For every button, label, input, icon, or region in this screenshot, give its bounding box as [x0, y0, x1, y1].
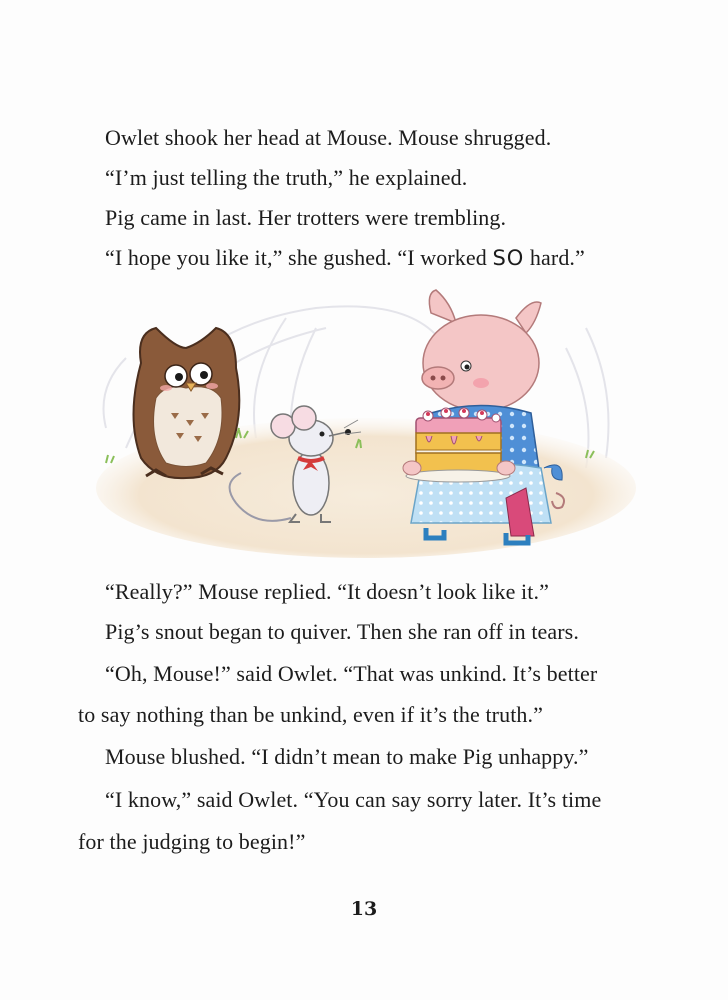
text-line-5: “Really?” Mouse replied. “It doesn’t look like it.”: [105, 579, 549, 604]
text-line-10: “I know,” said Owlet. “You can say sorry later. It’s time: [105, 787, 602, 812]
text-line-7: “Oh, Mouse!” said Owlet. “That was unkind. It’s better: [105, 661, 598, 686]
text-line-6: Pig’s snout began to quiver. Then she ran off in tears.: [105, 619, 579, 644]
text-line-9: Mouse blushed. “I didn’t mean to make Pig unhappy.”: [105, 744, 589, 769]
page-number: 13: [350, 898, 378, 920]
text-line-1: Owlet shook her head at Mouse. Mouse shrugged.: [105, 125, 552, 150]
emphasis-so: SO: [492, 246, 525, 270]
text-line-4-after: hard.”: [524, 245, 585, 270]
text-line-3: Pig came in last. Her trotters were trembling.: [105, 205, 507, 230]
owl-icon: [134, 328, 240, 478]
text-line-8: to say nothing than be unkind, even if it’s the truth.”: [78, 702, 543, 727]
text-line-2: “I’m just telling the truth,” he explained.: [105, 165, 468, 190]
text-line-4-before: “I hope you like it,” she gushed. “I worked: [105, 245, 493, 270]
text-line-4: [105, 244, 585, 272]
cake-icon: [403, 408, 515, 482]
text-line-11: for the judging to begin!”: [78, 829, 306, 854]
pig-icon: [411, 290, 564, 543]
story-illustration: [86, 288, 646, 560]
